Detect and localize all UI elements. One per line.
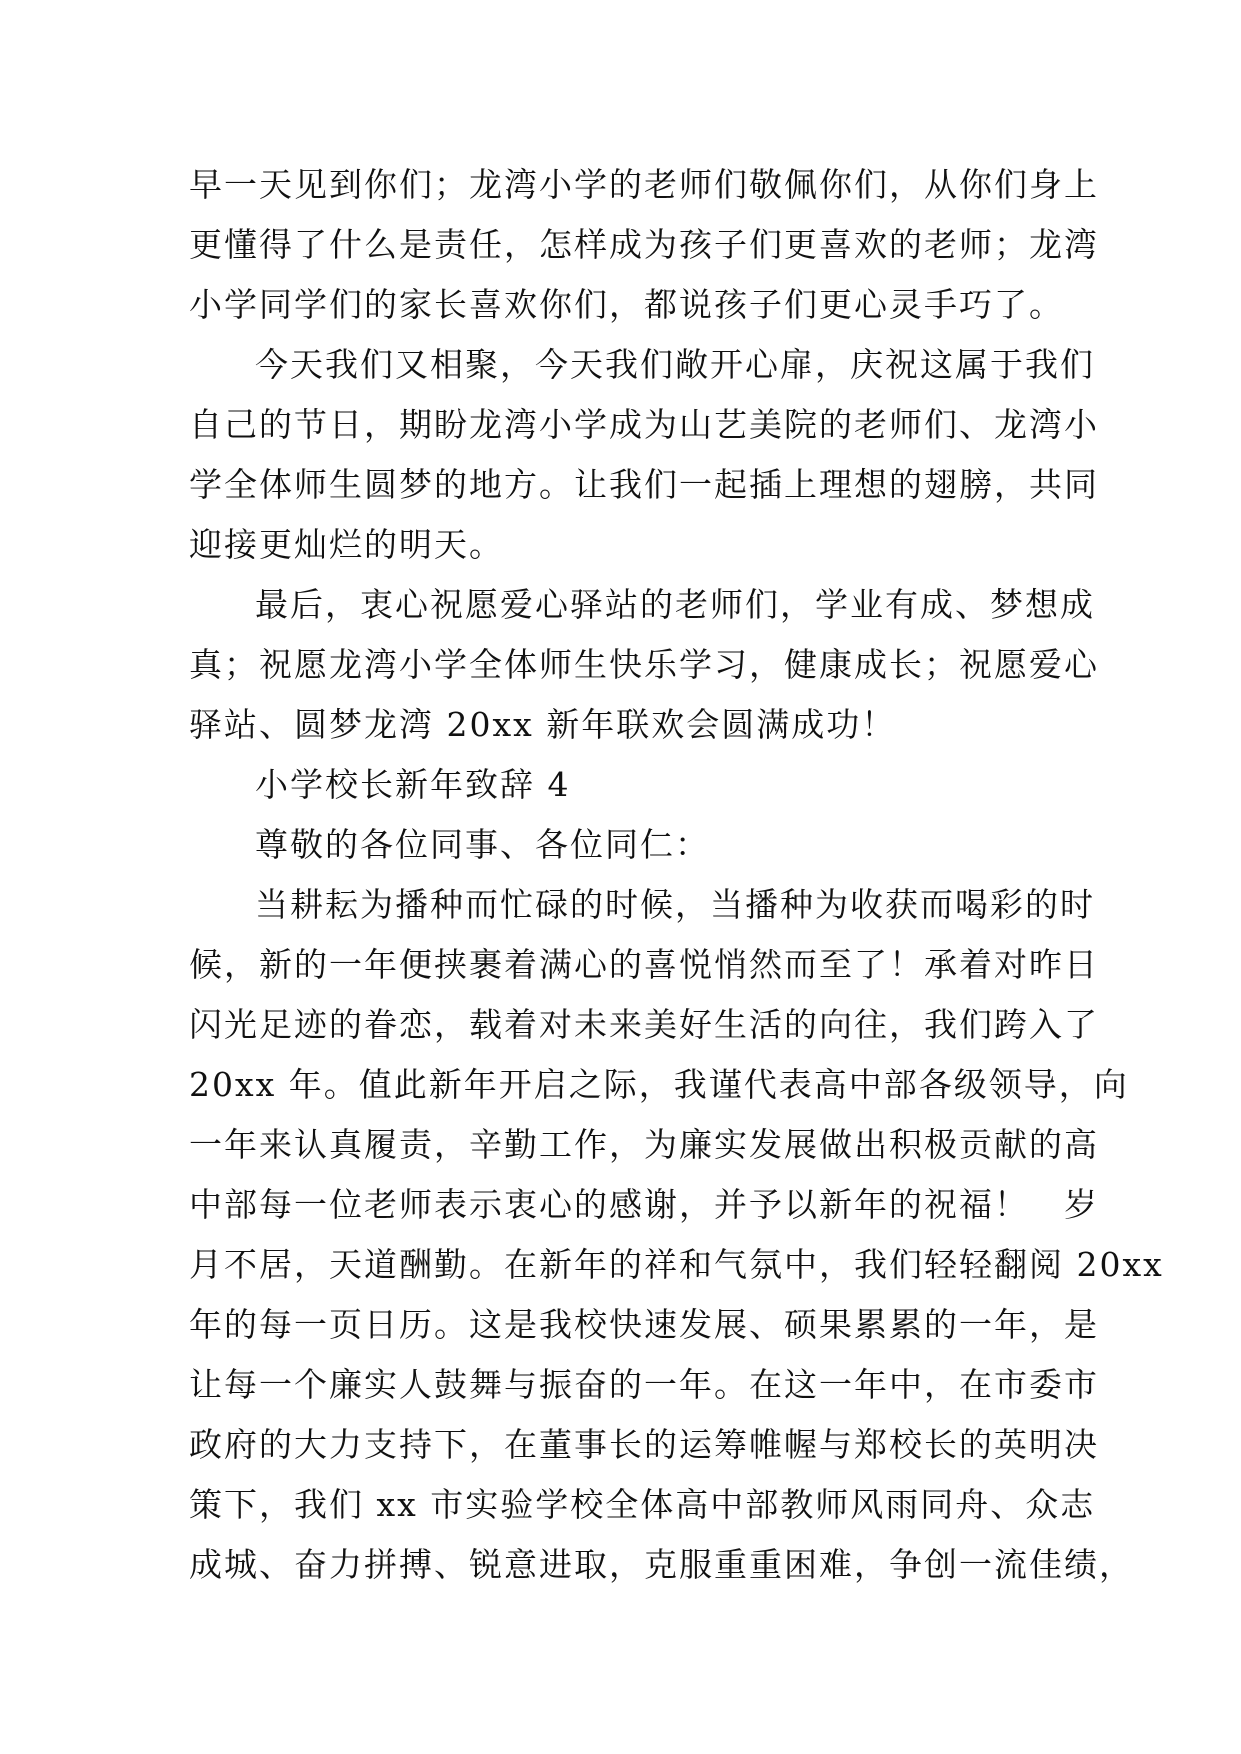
text-line: 当耕耘为播种而忙碌的时候，当播种为收获而喝彩的时 [255, 885, 1095, 924]
text-line: 迎接更灿烂的明天。 [189, 525, 504, 564]
text-line: 小学同学们的家长喜欢你们，都说孩子们更心灵手巧了。 [189, 285, 1064, 324]
text-line: 今天我们又相聚，今天我们敞开心扉，庆祝这属于我们 [255, 345, 1095, 384]
text-line: 小学校长新年致辞 4 [255, 765, 571, 804]
text-line: 策下，我们 xx 市实验学校全体高中部教师风雨同舟、众志 [189, 1485, 1096, 1524]
text-line: 驿站、圆梦龙湾 20xx 新年联欢会圆满成功！ [189, 705, 897, 744]
text-line: 更懂得了什么是责任，怎样成为孩子们更喜欢的老师；龙湾 [189, 225, 1099, 264]
text-line: 月不居，天道酬勤。在新年的祥和气氛中，我们轻轻翻阅 20xx [189, 1245, 1164, 1284]
text-line: 早一天见到你们；龙湾小学的老师们敬佩你们，从你们身上 [189, 165, 1099, 204]
text-line: 20xx 年。值此新年开启之际，我谨代表高中部各级领导，向 [189, 1065, 1129, 1104]
text-line: 学全体师生圆梦的地方。让我们一起插上理想的翅膀，共同 [189, 465, 1099, 504]
text-line: 一年来认真履责，辛勤工作，为廉实发展做出积极贡献的高 [189, 1125, 1099, 1164]
text-line: 成城、奋力拼搏、锐意进取，克服重重困难，争创一流佳绩， [189, 1545, 1134, 1584]
text-line: 中部每一位老师表示衷心的感谢，并予以新年的祝福！ 岁 [189, 1185, 1099, 1224]
document-body [189, 155, 1164, 1595]
text-line: 最后，衷心祝愿爱心驿站的老师们，学业有成、梦想成 [255, 585, 1095, 624]
text-line: 自己的节日，期盼龙湾小学成为山艺美院的老师们、龙湾小 [189, 405, 1099, 444]
text-line: 候，新的一年便挟裹着满心的喜悦悄然而至了！承着对昨日 [189, 945, 1099, 984]
text-line: 尊敬的各位同事、各位同仁： [255, 825, 710, 864]
text-line: 真；祝愿龙湾小学全体师生快乐学习，健康成长；祝愿爱心 [189, 645, 1099, 684]
text-line: 闪光足迹的眷恋，载着对未来美好生活的向往，我们跨入了 [189, 1005, 1099, 1044]
text-line: 让每一个廉实人鼓舞与振奋的一年。在这一年中，在市委市 [189, 1365, 1099, 1404]
text-line: 政府的大力支持下，在董事长的运筹帷幄与郑校长的英明决 [189, 1425, 1099, 1464]
text-line: 年的每一页日历。这是我校快速发展、硕果累累的一年，是 [189, 1305, 1099, 1344]
